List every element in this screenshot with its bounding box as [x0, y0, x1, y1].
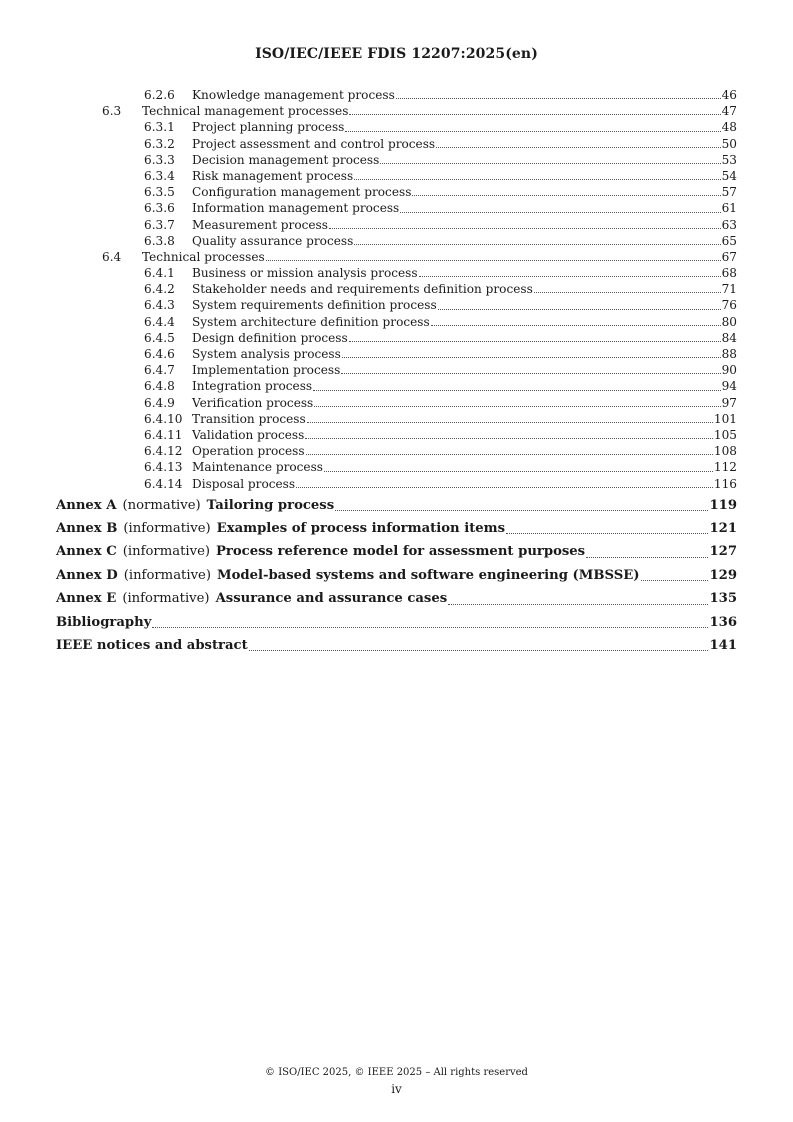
dot-leader — [345, 130, 720, 132]
dot-leader — [296, 486, 713, 488]
toc-entry-page: 101 — [713, 411, 737, 426]
toc-entry-number: 6.4.3 — [144, 298, 175, 313]
dot-leader — [329, 227, 721, 229]
dot-leader — [586, 556, 708, 558]
toc-entry-number: 6.4.11 — [144, 427, 183, 442]
toc-entry-title: Technical management processes — [142, 104, 349, 119]
toc-entry-title: System analysis process — [192, 347, 341, 361]
toc-entry[interactable] — [56, 378, 737, 394]
dot-leader — [324, 470, 713, 472]
toc-entry[interactable] — [56, 362, 737, 378]
backmatter-entry[interactable] — [56, 634, 737, 657]
dot-leader — [307, 421, 713, 423]
dot-leader — [335, 509, 708, 511]
dot-leader — [641, 579, 709, 581]
dot-leader — [266, 259, 721, 261]
toc-entry-title: Business or mission analysis process — [192, 266, 418, 281]
toc-entry-page: 97 — [721, 395, 737, 410]
dot-leader — [380, 162, 720, 164]
toc-entry-title: Configuration management process — [192, 185, 412, 200]
toc-entry-title: Validation process — [192, 427, 305, 442]
toc-entry-page: 76 — [721, 298, 737, 313]
toc-entry-number: 6.4.14 — [144, 476, 183, 491]
annex-page: 129 — [709, 567, 737, 583]
toc-entry-number: 6.3.2 — [144, 136, 175, 151]
toc-entry-number: 6.3 — [102, 104, 122, 119]
dot-leader — [412, 194, 720, 196]
toc-entry-number: 6.4.9 — [144, 395, 175, 410]
toc-entry-title: Transition process — [192, 411, 306, 426]
toc-entries — [56, 87, 737, 492]
toc-entry[interactable] — [56, 168, 737, 184]
toc-entry[interactable] — [56, 233, 737, 249]
page-footer — [0, 1066, 793, 1096]
dot-leader — [396, 97, 721, 99]
toc-entry-page: 90 — [721, 363, 737, 378]
dot-leader — [305, 437, 713, 439]
annex-page: 127 — [709, 544, 737, 560]
page-header: ISO/IEC/IEEE FDIS 12207:2025(en) — [255, 46, 538, 62]
toc-entry-title: Project assessment and control process — [192, 136, 436, 151]
annex-title: Model-based systems and software engineering (MBSSE) — [216, 567, 640, 583]
toc-entry[interactable] — [56, 476, 737, 492]
annex-entry[interactable] — [56, 494, 737, 517]
annex-page: 135 — [709, 591, 737, 607]
annex-page: 141 — [709, 638, 737, 654]
toc-entry-number: 6.4.12 — [144, 444, 183, 459]
toc-entry-title: Measurement process — [192, 217, 328, 232]
toc-entry[interactable] — [56, 184, 737, 200]
dot-leader — [152, 626, 708, 628]
toc-entry-title: Integration process — [192, 379, 313, 394]
toc-entry-title: Verification process — [192, 395, 314, 410]
toc-entry-page: 71 — [721, 282, 737, 297]
toc-entry-page: 61 — [721, 201, 737, 216]
annex-title: Process reference model for assessment purposes — [216, 544, 586, 560]
dot-leader — [354, 243, 720, 245]
toc-entry-number: 6.3.6 — [144, 201, 175, 216]
toc-entry[interactable] — [56, 103, 737, 119]
copyright-notice: © ISO/IEC 2025, © IEEE 2025 – All rights reserved — [265, 1067, 528, 1078]
dot-leader — [249, 649, 709, 651]
toc-entry-title: System architecture definition process — [192, 314, 430, 329]
toc-entry[interactable] — [56, 459, 737, 475]
toc-entry-title: System requirements definition process — [192, 298, 437, 313]
toc-entry[interactable] — [56, 281, 737, 297]
toc-entry-number: 6.4.10 — [144, 411, 183, 426]
toc-entry-page: 50 — [721, 136, 737, 151]
toc-entry-title: Technical processes — [142, 249, 265, 264]
toc-entry-title: Implementation process — [192, 363, 341, 378]
toc-entry-number: 6.4.7 — [144, 363, 175, 378]
annex-title: Assurance and assurance cases — [215, 591, 448, 607]
toc-entry-number: 6.4.1 — [144, 266, 175, 281]
toc-entry-page: 54 — [721, 168, 737, 183]
table-of-contents — [56, 87, 737, 657]
toc-entry-title: Operation process — [192, 444, 305, 459]
dot-leader — [349, 340, 721, 342]
annex-page: 119 — [709, 497, 737, 513]
toc-entry[interactable] — [56, 395, 737, 411]
annex-label: Annex E — [56, 591, 117, 607]
toc-entry-page: 53 — [721, 152, 737, 167]
annex-label: Annex D — [56, 567, 118, 583]
toc-entry-page: 116 — [713, 476, 737, 491]
toc-entry[interactable] — [56, 87, 737, 103]
toc-entry-page: 84 — [721, 330, 737, 345]
annex-title: Examples of process information items — [216, 521, 506, 537]
dot-leader — [354, 178, 720, 180]
annex-type: (informative) — [122, 591, 210, 607]
toc-entry-page: 67 — [721, 249, 737, 264]
toc-entry-page: 94 — [721, 379, 737, 394]
toc-entry-title: Knowledge management process — [192, 88, 395, 102]
toc-entry-title: Risk management process — [192, 168, 354, 183]
page-number: iv — [391, 1082, 402, 1096]
dot-leader — [431, 324, 721, 326]
annex-label: Annex C — [56, 544, 117, 560]
annex-label: Annex A — [56, 497, 117, 513]
toc-entry[interactable] — [56, 136, 737, 152]
toc-entry-page: 65 — [721, 233, 737, 248]
toc-entry[interactable] — [56, 297, 737, 313]
toc-entry[interactable] — [56, 314, 737, 330]
toc-entry-page: 48 — [721, 120, 737, 135]
toc-entry-title: Disposal process — [192, 476, 296, 491]
annex-entry[interactable] — [56, 587, 737, 610]
toc-entry-number: 6.4.8 — [144, 379, 175, 394]
toc-entry[interactable] — [56, 265, 737, 281]
dot-leader — [400, 211, 720, 213]
toc-entry-page: 105 — [713, 427, 737, 442]
toc-entry-page: 47 — [721, 104, 737, 119]
annex-title: IEEE notices and abstract — [56, 638, 248, 654]
dot-leader — [349, 113, 720, 115]
toc-entry[interactable] — [56, 427, 737, 443]
annex-type: (informative) — [123, 567, 211, 583]
dot-leader — [306, 453, 713, 455]
toc-entry[interactable] — [56, 249, 737, 265]
toc-entry-page: 88 — [721, 347, 737, 361]
toc-entry-number: 6.4.13 — [144, 460, 183, 475]
annex-type: (informative) — [123, 521, 211, 537]
toc-entry-number: 6.3.7 — [144, 217, 175, 232]
annex-entry[interactable] — [56, 517, 737, 540]
toc-entry-title: Quality assurance process — [192, 233, 354, 248]
toc-entry-page: 63 — [721, 217, 737, 232]
toc-entry-number: 6.3.1 — [144, 120, 175, 135]
toc-entry[interactable] — [56, 346, 737, 362]
toc-entry-title: Stakeholder needs and requirements definition process — [192, 282, 533, 297]
toc-entry-page: 112 — [713, 460, 737, 475]
annex-entry[interactable] — [56, 564, 737, 587]
toc-entry-title: Maintenance process — [192, 460, 323, 475]
annex-page: 121 — [709, 521, 737, 537]
annex-type: (informative) — [122, 544, 211, 560]
annex-entry[interactable] — [56, 540, 737, 563]
toc-entry[interactable] — [56, 217, 737, 233]
toc-entry-number: 6.3.8 — [144, 233, 175, 248]
toc-entry-title: Project planning process — [192, 120, 345, 135]
toc-entry[interactable] — [56, 443, 737, 459]
toc-entry-page: 108 — [713, 444, 737, 459]
annex-title: Bibliography — [56, 614, 152, 630]
dot-leader — [436, 146, 721, 148]
dot-leader — [419, 275, 721, 277]
annex-label: Annex B — [56, 521, 118, 537]
dot-leader — [341, 372, 720, 374]
annex-page: 136 — [709, 614, 737, 630]
toc-entry-title: Decision management process — [192, 152, 380, 167]
dot-leader — [342, 356, 721, 358]
toc-entry-number: 6.4 — [102, 249, 122, 264]
dot-leader — [313, 389, 721, 391]
dot-leader — [534, 291, 721, 293]
toc-entry-title: Information management process — [192, 201, 400, 216]
toc-entry-title: Design definition process — [192, 330, 348, 345]
toc-entry[interactable] — [56, 330, 737, 346]
backmatter-entry[interactable] — [56, 611, 737, 634]
toc-entry-page: 68 — [721, 266, 737, 281]
dot-leader — [506, 532, 708, 534]
dot-leader — [314, 405, 720, 407]
dot-leader — [438, 308, 721, 310]
toc-entry[interactable] — [56, 152, 737, 168]
toc-entry[interactable] — [56, 411, 737, 427]
dot-leader — [448, 603, 708, 605]
annex-type: (normative) — [122, 497, 201, 513]
toc-entry-number: 6.4.4 — [144, 314, 175, 329]
toc-entry-page: 80 — [721, 314, 737, 329]
toc-entry-number: 6.4.5 — [144, 330, 175, 345]
toc-entry-number: 6.3.4 — [144, 168, 175, 183]
annex-title: Tailoring process — [206, 497, 335, 513]
toc-entry[interactable] — [56, 119, 737, 135]
toc-entry-page: 57 — [721, 185, 737, 200]
toc-entry-number: 6.3.5 — [144, 185, 175, 200]
toc-entry-number: 6.4.2 — [144, 282, 175, 297]
toc-entry[interactable] — [56, 200, 737, 216]
toc-annexes — [56, 494, 737, 658]
toc-entry-number: 6.2.6 — [144, 88, 175, 102]
toc-entry-number: 6.4.6 — [144, 347, 175, 361]
toc-entry-number: 6.3.3 — [144, 152, 175, 167]
toc-entry-page: 46 — [721, 88, 737, 102]
